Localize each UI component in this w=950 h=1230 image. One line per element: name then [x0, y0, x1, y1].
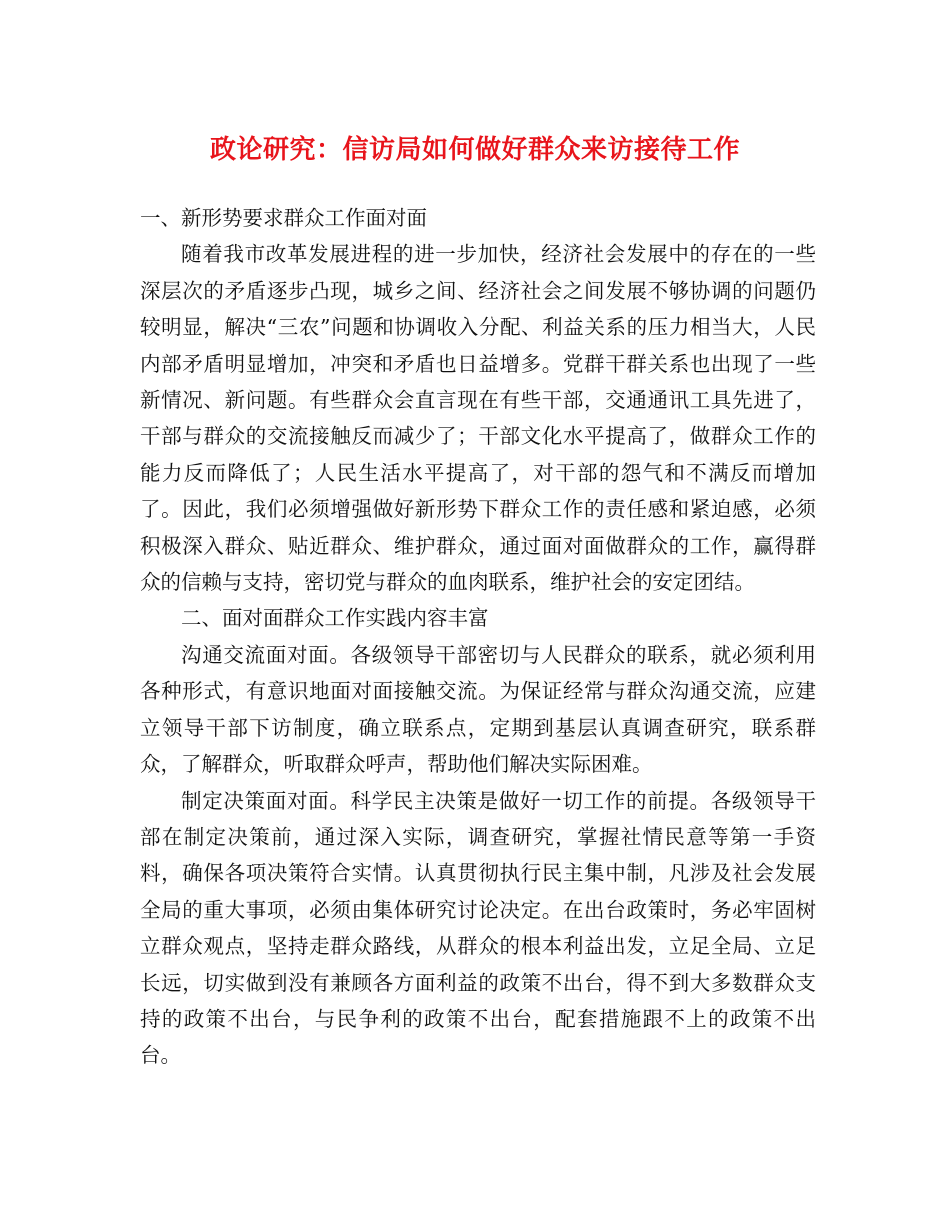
document-body	[140, 200, 816, 1074]
page-title: 政论研究：信访局如何做好群众来访接待工作	[209, 135, 740, 165]
section-heading-2: 二、面对面群众工作实践内容丰富	[181, 606, 489, 631]
paragraph-2: 沟通交流面对面。各级领导干部密切与人民群众的联系，就必须利用各种形式，有意识地面对面接触交流。为保证经常与群众沟通交流，应建立领导干部下访制度，确立联系点，定期到基层认真调查研究，联系群众，了解群众，听取群众呼声，帮助他们解决实际困难。	[140, 642, 816, 777]
paragraph-1: 随着我市改革发展进程的进一步加快，经济社会发展中的存在的一些深层次的矛盾逐步凸现，城乡之间、经济社会之间发展不够协调的问题仍较明显，解决“三农”问题和协调收入分配、利益关系的压力相当大，人民内部矛盾明显增加，冲突和矛盾也日益增多。党群干群关系也出现了一些新情况、新问题。有些群众会直言现在有些干部，交通通讯工具先进了，干部与群众的交流接触反而减少了；干部文化水平提高了，做群众工作的能力反而降低了；人民生活水平提高了，对干部的怨气和不满反而增加了。因此，我们必须增强做好新形势下群众工作的责任感和紧迫感，必须积极深入群众、贴近群众、维护群众，通过面对面做群众的工作，赢得群众的信赖与支持，密切党与群众的血肉联系，维护社会的安定团结。	[140, 242, 816, 595]
section-heading-1: 一、新形势要求群众工作面对面	[140, 206, 427, 230]
paragraph-3: 制定决策面对面。科学民主决策是做好一切工作的前提。各级领导干部在制定决策前，通过深入实际，调查研究，掌握社情民意等第一手资料，确保各项决策符合实情。认真贯彻执行民主集中制，凡涉及社会发展全局的重大事项，必须由集体研究讨论决定。在出台政策时，务必牢固树立群众观点，坚持走群众路线，从群众的根本利益出发，立足全局、立足长远，切实做到没有兼顾各方面利益的政策不出台，得不到大多数群众支持的政策不出台，与民争利的政策不出台，配套措施跟不上的政策不出台。	[140, 788, 816, 1068]
